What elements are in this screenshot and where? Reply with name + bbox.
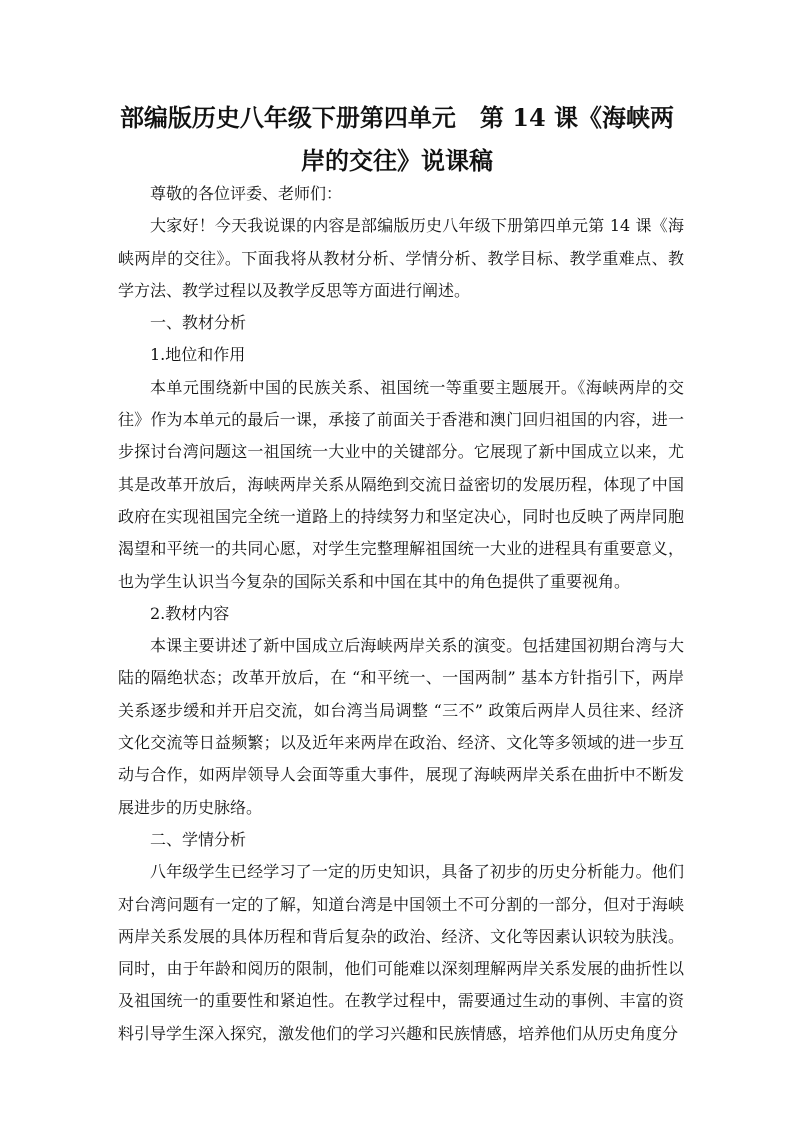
- section-heading-student-analysis: 二、学情分析: [150, 829, 247, 849]
- student-analysis-paragraph: 八年级学生已经学习了一定的历史知识，具备了初步的历史分析能力。他们对台湾问题有一定的了解，知道台湾是中国领土不可分割的一部分，但对于海峡两岸关系发展的具体历程和背后复杂的政治、经济、文化等因素认识较为肤浅。同时，由于年龄和阅历的限制，他们可能难以深刻理解两岸关系发展的曲折性以及祖国统一的重要性和紧迫性。在教学过程中，需要通过生动的事例、丰富的资料引导学生深入探究，激发他们的学习兴趣和民族情感，培养他们从历史角度分: [118, 862, 684, 1043]
- title-line-2: 岸的交往》说课稿: [301, 146, 493, 175]
- document-body: [118, 178, 684, 1050]
- salutation: 尊敬的各位评委、老师们：: [150, 184, 343, 203]
- intro-paragraph: 大家好！今天我说课的内容是部编版历史八年级下册第四单元第 14 课《海峡两岸的交往》。下面我将从教材分析、学情分析、教学目标、教学重难点、教学方法、教学过程以及教学反思等方面进行阐述。: [118, 216, 684, 300]
- subheading-position-role: 1.地位和作用: [150, 345, 246, 365]
- textbook-content-paragraph: 本课主要讲述了新中国成立后海峡两岸关系的演变。包括建国初期台湾与大陆的隔绝状态；改革开放后，在 “和平统一、一国两制” 基本方针指引下，两岸关系逐步缓和并开启交流，如台湾当局调整 “三不” 政策后两岸人员往来、经济文化交流等日益频繁；以及近年来两岸在政治、经济、文化等多领域的进一步互动与合作，如两岸领导人会面等重大事件，展现了海峡两岸关系在曲折中不断发展进步的历史脉络。: [118, 636, 684, 817]
- subheading-textbook-content: 2.教材内容: [150, 603, 230, 623]
- title-line-1: 部编版历史八年级下册第四单元 第 14 课《海峡两: [119, 103, 675, 132]
- document-title: [110, 96, 684, 182]
- position-role-paragraph: 本单元围绕新中国的民族关系、祖国统一等重要主题展开。《海峡两岸的交往》作为本单元的最后一课，承接了前面关于香港和澳门回归祖国的内容，进一步探讨台湾问题这一祖国统一大业中的关键部分。它展现了新中国成立以来，尤其是改革开放后，海峡两岸关系从隔绝到交流日益密切的发展历程，体现了中国政府在实现祖国完全统一道路上的持续努力和坚定决心，同时也反映了两岸同胞渴望和平统一的共同心愿，对学生完整理解祖国统一大业的进程具有重要意义，也为学生认识当今复杂的国际关系和中国在其中的角色提供了重要视角。: [118, 377, 684, 591]
- section-heading-textbook-analysis: 一、教材分析: [150, 313, 247, 333]
